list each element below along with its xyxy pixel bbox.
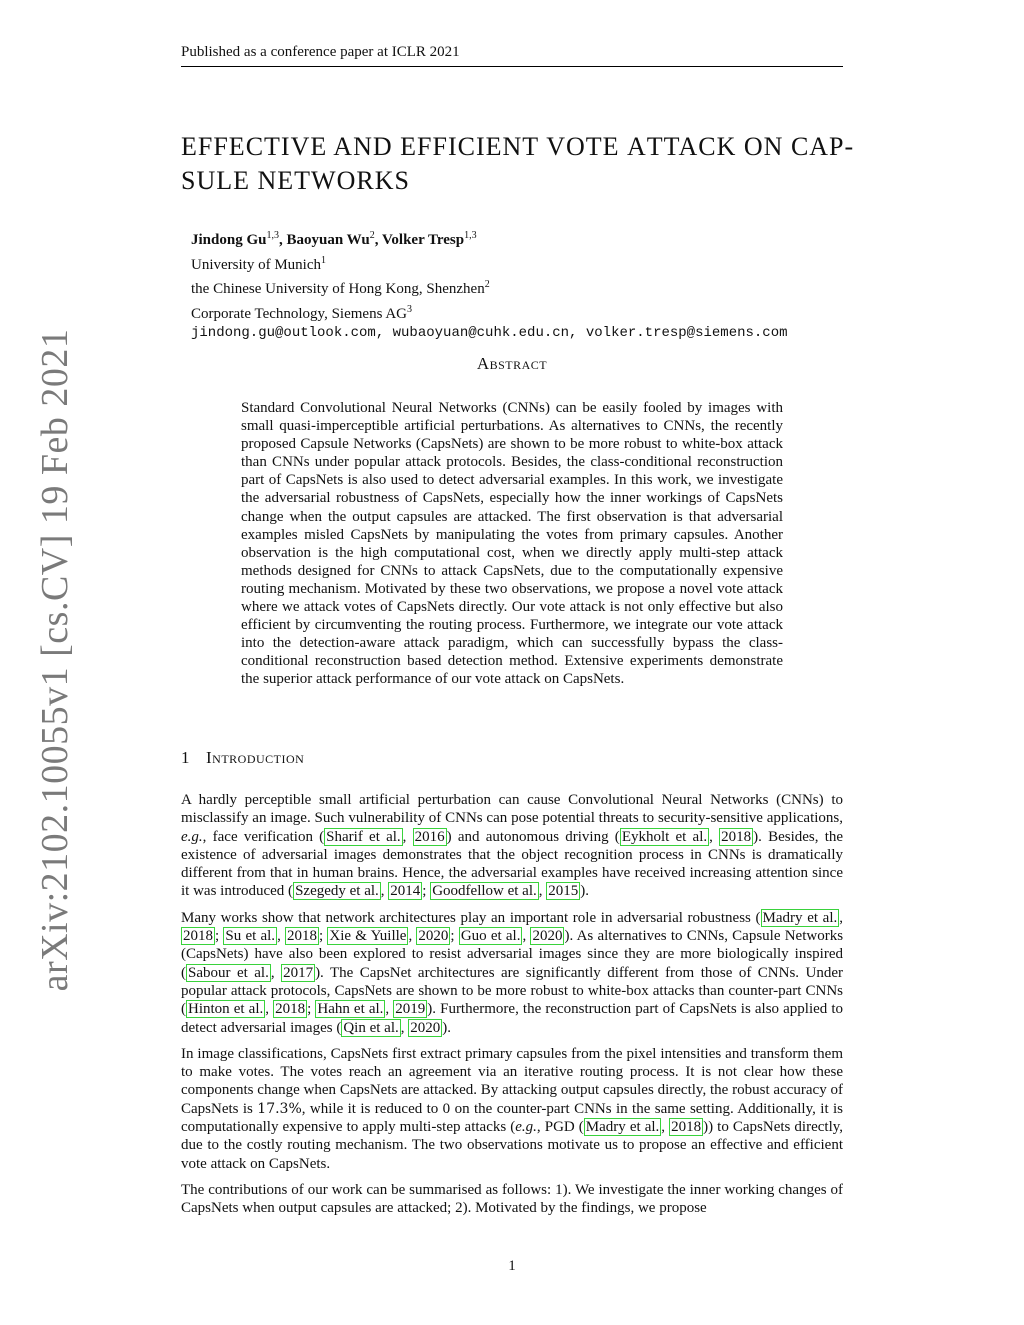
citation-link[interactable]: 2016 (414, 828, 445, 845)
citation-link[interactable]: 2018 (721, 828, 752, 845)
paragraph-1: A hardly perceptible small artificial perturbation can cause Convolutional Neural Networks (CNNs) to misclassify an image. Such vulnerability of CNNs can pose potential threats to security-sensitive applications, e.g., face verification ( Sharif et al. , 2016 ) and autonomous driving ( Eykholt et al. , 2018 ). Besides, the existence of adversarial images demonstrates that the object recognition process in CNNs is dramatically different from that in human brains. Hence, the adversarial examples have received increasing attention since it was introduced ( Szegedy et al. , 2014 ; Goodfellow et al. , 2015 ). (181, 792, 844, 900)
paragraph-2: Many works show that network architectures play an important role in adversarial robustness ( Madry et al. , 2018 ; Su et al. , 2018 ; Xie & Yuille , 2020 ; Guo et al. , 2020 ). As alternatives to CNNs, Capsule Networks (CapsNets) have also been explored to resist adversarial images since they are more biologically inspired ( Sabour et al. , 2017 ). The CapsNet architectures are significantly different from those of CNNs. Under popular attack protocols, CapsNets are shown to be more robust to white-box attacks than counter-part CNNs ( Hinton et al. , 2018 ; Hahn et al. , 2019 ). Furthermore, the reconstruction part of CapsNets is also applied to detect adversarial images ( Qin et al. , 2020 ). (181, 909, 844, 1036)
citation-link[interactable]: Guo et al. (460, 928, 521, 945)
citation-link[interactable]: 2020 (410, 1019, 441, 1036)
page-number: 1 (508, 1258, 516, 1274)
citation-link[interactable]: 2018 (287, 928, 318, 945)
citation-link[interactable]: Goodfellow et al. (432, 883, 537, 900)
citation-link[interactable]: 2018 (671, 1119, 702, 1136)
citation-link[interactable]: Madry et al. (762, 909, 838, 926)
paragraph-4: The contributions of our work can be summarised as follows: 1). We investigate the inner working changes of CapsNets when output capsules are attacked; 2). Motivated by the findings, we propose (181, 1181, 843, 1217)
citation-link[interactable]: Eykholt et al. (621, 828, 708, 845)
abstract-heading: Abstract (476, 354, 548, 373)
citation-link[interactable]: 2014 (390, 883, 421, 900)
citation-link[interactable]: 2020 (532, 928, 563, 945)
citation-link[interactable]: 2015 (548, 883, 579, 900)
title-line-2: SULE NETWORKS (181, 166, 410, 195)
author-block (191, 226, 891, 344)
citation-link[interactable]: Sabour et al. (188, 964, 269, 981)
citation-link[interactable]: Qin et al. (343, 1019, 399, 1036)
author-emails[interactable]: jindong.gu@outlook.com, wubaoyuan@cuhk.edu.cn, volker.tresp@siemens.com (191, 325, 788, 341)
citation-link[interactable]: Sharif et al. (326, 828, 401, 845)
title-line-1: EFFECTIVE AND EFFICIENT VOTE ATTACK ON CAP- (181, 132, 855, 161)
citation-link[interactable]: Hahn et al. (317, 1001, 384, 1018)
citation-link[interactable]: 2018 (183, 928, 213, 945)
introduction-body (181, 791, 843, 1226)
section-heading-introduction: 1 Introduction (181, 748, 305, 767)
affiliation-1: University of Munich$^1$ (191, 254, 326, 273)
paragraph-3: In image classifications, CapsNets first extract primary capsules from the pixel intensities and transform them to make votes. The votes reach an agreement via an iterative routing process. It is not clear how these components change when CapsNets are attacked. By attacking output capsules directly, the robust accuracy of CapsNets is 17.3%, while it is reduced to 0 on the counter-part CNNs in the same setting. Additionally, it is computationally expensive to apply multi-step attacks (e.g., PGD ( Madry et al. , 2018 )) to CapsNets directly, due to the costly routing mechanism. The two observations motivate us to propose an effective and efficient vote attack on CapsNets. (181, 1045, 844, 1172)
paper-title (181, 130, 861, 198)
arxiv-stamp[interactable]: arXiv:2102.10055v1 [cs.CV] 19 Feb 2021 (34, 328, 76, 992)
citation-link[interactable]: Madry et al. (585, 1119, 660, 1136)
abstract-text: Standard Convolutional Neural Networks (CNNs) can be easily fooled by images with small quasi-imperceptible artificial perturbations. As alternatives to CNNs, the recently proposed Capsule Networks (CapsNets) are shown to be more robust to white-box attack than CNNs under popular attack protocols. Besides, the class-conditional reconstruction part of CapsNets is also used to detect adversarial examples. In this work, we investigate the adversarial robustness of CapsNets, especially how the inner workings of CapsNets change when the output capsules are attacked. The first observation is that adversarial examples misled CapsNets by manipulating the votes from primary capsules. Another observation is the high computational cost, when we directly apply multi-step attack methods designed for CNNs to attack CapsNets, due to the computationally expensive routing mechanism. Motivated by these two observations, we propose a novel vote attack where we attack votes of CapsNets directly. Our vote attack is not only effective but also efficient by circumventing the routing process. Furthermore, we integrate our vote attack into the detection-aware attack paradigm, which can successfully bypass the class-conditional reconstruction based detection method. Extensive experiments demonstrate the superior attack performance of our vote attack on CapsNets. (241, 400, 783, 688)
citation-link[interactable]: Xie & Yuille (329, 928, 407, 945)
citation-link[interactable]: 2018 (275, 1001, 306, 1018)
affiliation-3: Corporate Technology, Siemens $AG^3$ (191, 303, 412, 322)
author-names: Jindong Gu$^{1,3}$, Baoyuan Wu$^2$, Volker Tresp$^{1,3}$ (191, 230, 477, 248)
citation-link[interactable]: 2019 (395, 1001, 426, 1018)
citation-link[interactable]: Szegedy et al. (295, 883, 379, 900)
citation-link[interactable]: 2020 (418, 928, 449, 945)
citation-link[interactable]: 2017 (283, 964, 314, 981)
citation-link[interactable]: Su et al. (225, 928, 276, 945)
running-header: Published as a conference paper at ICLR 2021 (181, 44, 843, 67)
citation-link[interactable]: Hinton et al. (188, 1001, 264, 1018)
affiliation-2: the Chinese University of Hong Kong, Shenzhen$^2$ (191, 279, 490, 297)
